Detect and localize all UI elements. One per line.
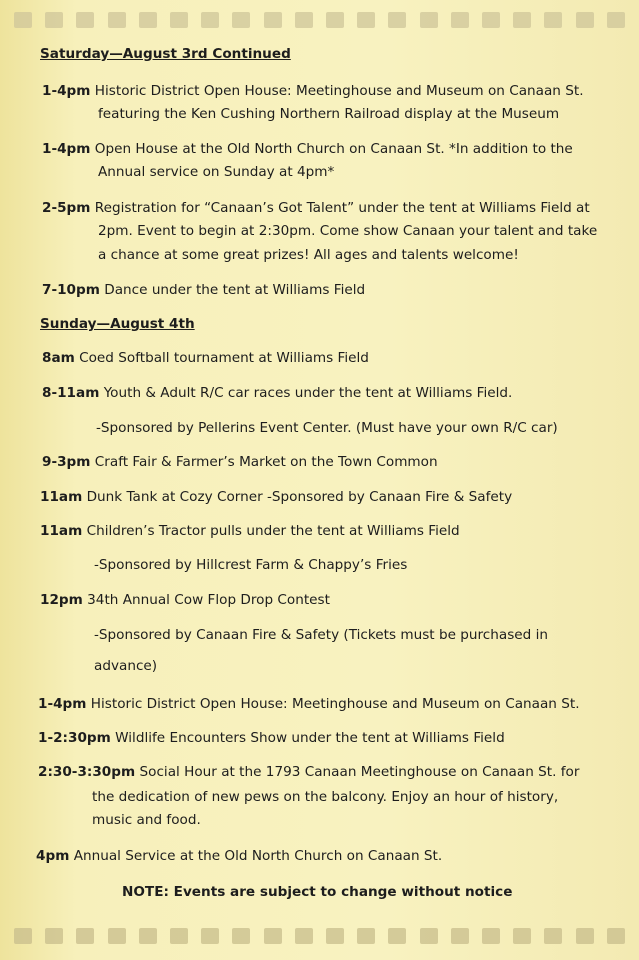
event-description-cont: -Sponsored by Canaan Fire & Safety (Tickets must be purchased in	[94, 627, 549, 643]
event-time: 1-4pm	[42, 141, 91, 157]
event-description-cont: -Sponsored by Pellerins Event Center. (Must have your own R/C car)	[96, 420, 558, 436]
event-description: Children’s Tractor pulls under the tent at Williams Field	[86, 523, 460, 539]
event-time: 8am	[42, 350, 75, 366]
event-row	[36, 848, 442, 865]
bottom-edge-pattern	[0, 922, 639, 952]
event-description: Historic District Open House: Meetinghouse and Museum on Canaan St.	[90, 696, 580, 712]
event-description: Annual Service at the Old North Church on Canaan St.	[73, 848, 443, 864]
event-row	[42, 83, 584, 100]
event-time: 11am	[40, 489, 83, 505]
event-description-cont: a chance at some great prizes! All ages and talents welcome!	[98, 247, 519, 263]
event-description-cont: Annual service on Sunday at 4pm*	[98, 164, 335, 180]
event-row	[42, 454, 438, 471]
event-time: 8-11am	[42, 385, 100, 401]
event-row	[40, 489, 512, 506]
event-description-cont: 2pm. Event to begin at 2:30pm. Come show Canaan your talent and take	[98, 223, 598, 239]
event-row	[38, 696, 580, 713]
event-description-cont: the dedication of new pews on the balcony. Enjoy an hour of history,	[92, 789, 559, 805]
event-description-cont: featuring the Ken Cushing Northern Railroad display at the Museum	[98, 106, 560, 122]
event-time: 12pm	[40, 592, 83, 608]
event-description-cont: advance)	[94, 658, 158, 674]
event-description: Craft Fair & Farmer’s Market on the Town Common	[94, 454, 438, 470]
event-row	[42, 282, 365, 299]
sunday-heading: Sunday—August 4th	[40, 316, 195, 332]
event-time: 4pm	[36, 848, 70, 864]
event-row	[40, 523, 460, 540]
event-row	[40, 592, 330, 609]
event-time: 2:30-3:30pm	[38, 764, 136, 780]
top-edge-pattern	[0, 6, 639, 36]
event-description: 34th Annual Cow Flop Drop Contest	[87, 592, 330, 608]
event-time: 1-4pm	[42, 83, 91, 99]
event-description: Dance under the tent at Williams Field	[104, 282, 366, 298]
event-description: Registration for “Canaan’s Got Talent” under the tent at Williams Field at	[94, 200, 590, 216]
event-description: Social Hour at the 1793 Canaan Meetinghouse on Canaan St. for	[139, 764, 580, 780]
saturday-heading: Saturday—August 3rd Continued	[40, 46, 291, 62]
event-description: Open House at the Old North Church on Canaan St. *In addition to the	[94, 141, 573, 157]
event-time: 7-10pm	[42, 282, 100, 298]
event-time: 1-4pm	[38, 696, 87, 712]
event-description: Dunk Tank at Cozy Corner -Sponsored by Canaan Fire & Safety	[86, 489, 513, 505]
event-row	[42, 200, 590, 217]
event-description: Wildlife Encounters Show under the tent at Williams Field	[115, 730, 505, 746]
change-notice: NOTE: Events are subject to change without notice	[122, 884, 513, 900]
event-description: Youth & Adult R/C car races under the tent at Williams Field.	[103, 385, 513, 401]
event-description-cont: -Sponsored by Hillcrest Farm & Chappy’s Fries	[94, 557, 408, 573]
event-description-cont: music and food.	[92, 812, 201, 828]
event-row	[38, 730, 505, 747]
event-time: 11am	[40, 523, 83, 539]
event-time: 1-2:30pm	[38, 730, 111, 746]
event-row	[42, 385, 512, 402]
event-row	[42, 350, 369, 367]
event-row	[42, 141, 573, 158]
event-row	[38, 764, 579, 781]
event-time: 9-3pm	[42, 454, 91, 470]
event-description: Coed Softball tournament at Williams Field	[79, 350, 369, 366]
event-time: 2-5pm	[42, 200, 91, 216]
event-description: Historic District Open House: Meetinghouse and Museum on Canaan St.	[94, 83, 584, 99]
